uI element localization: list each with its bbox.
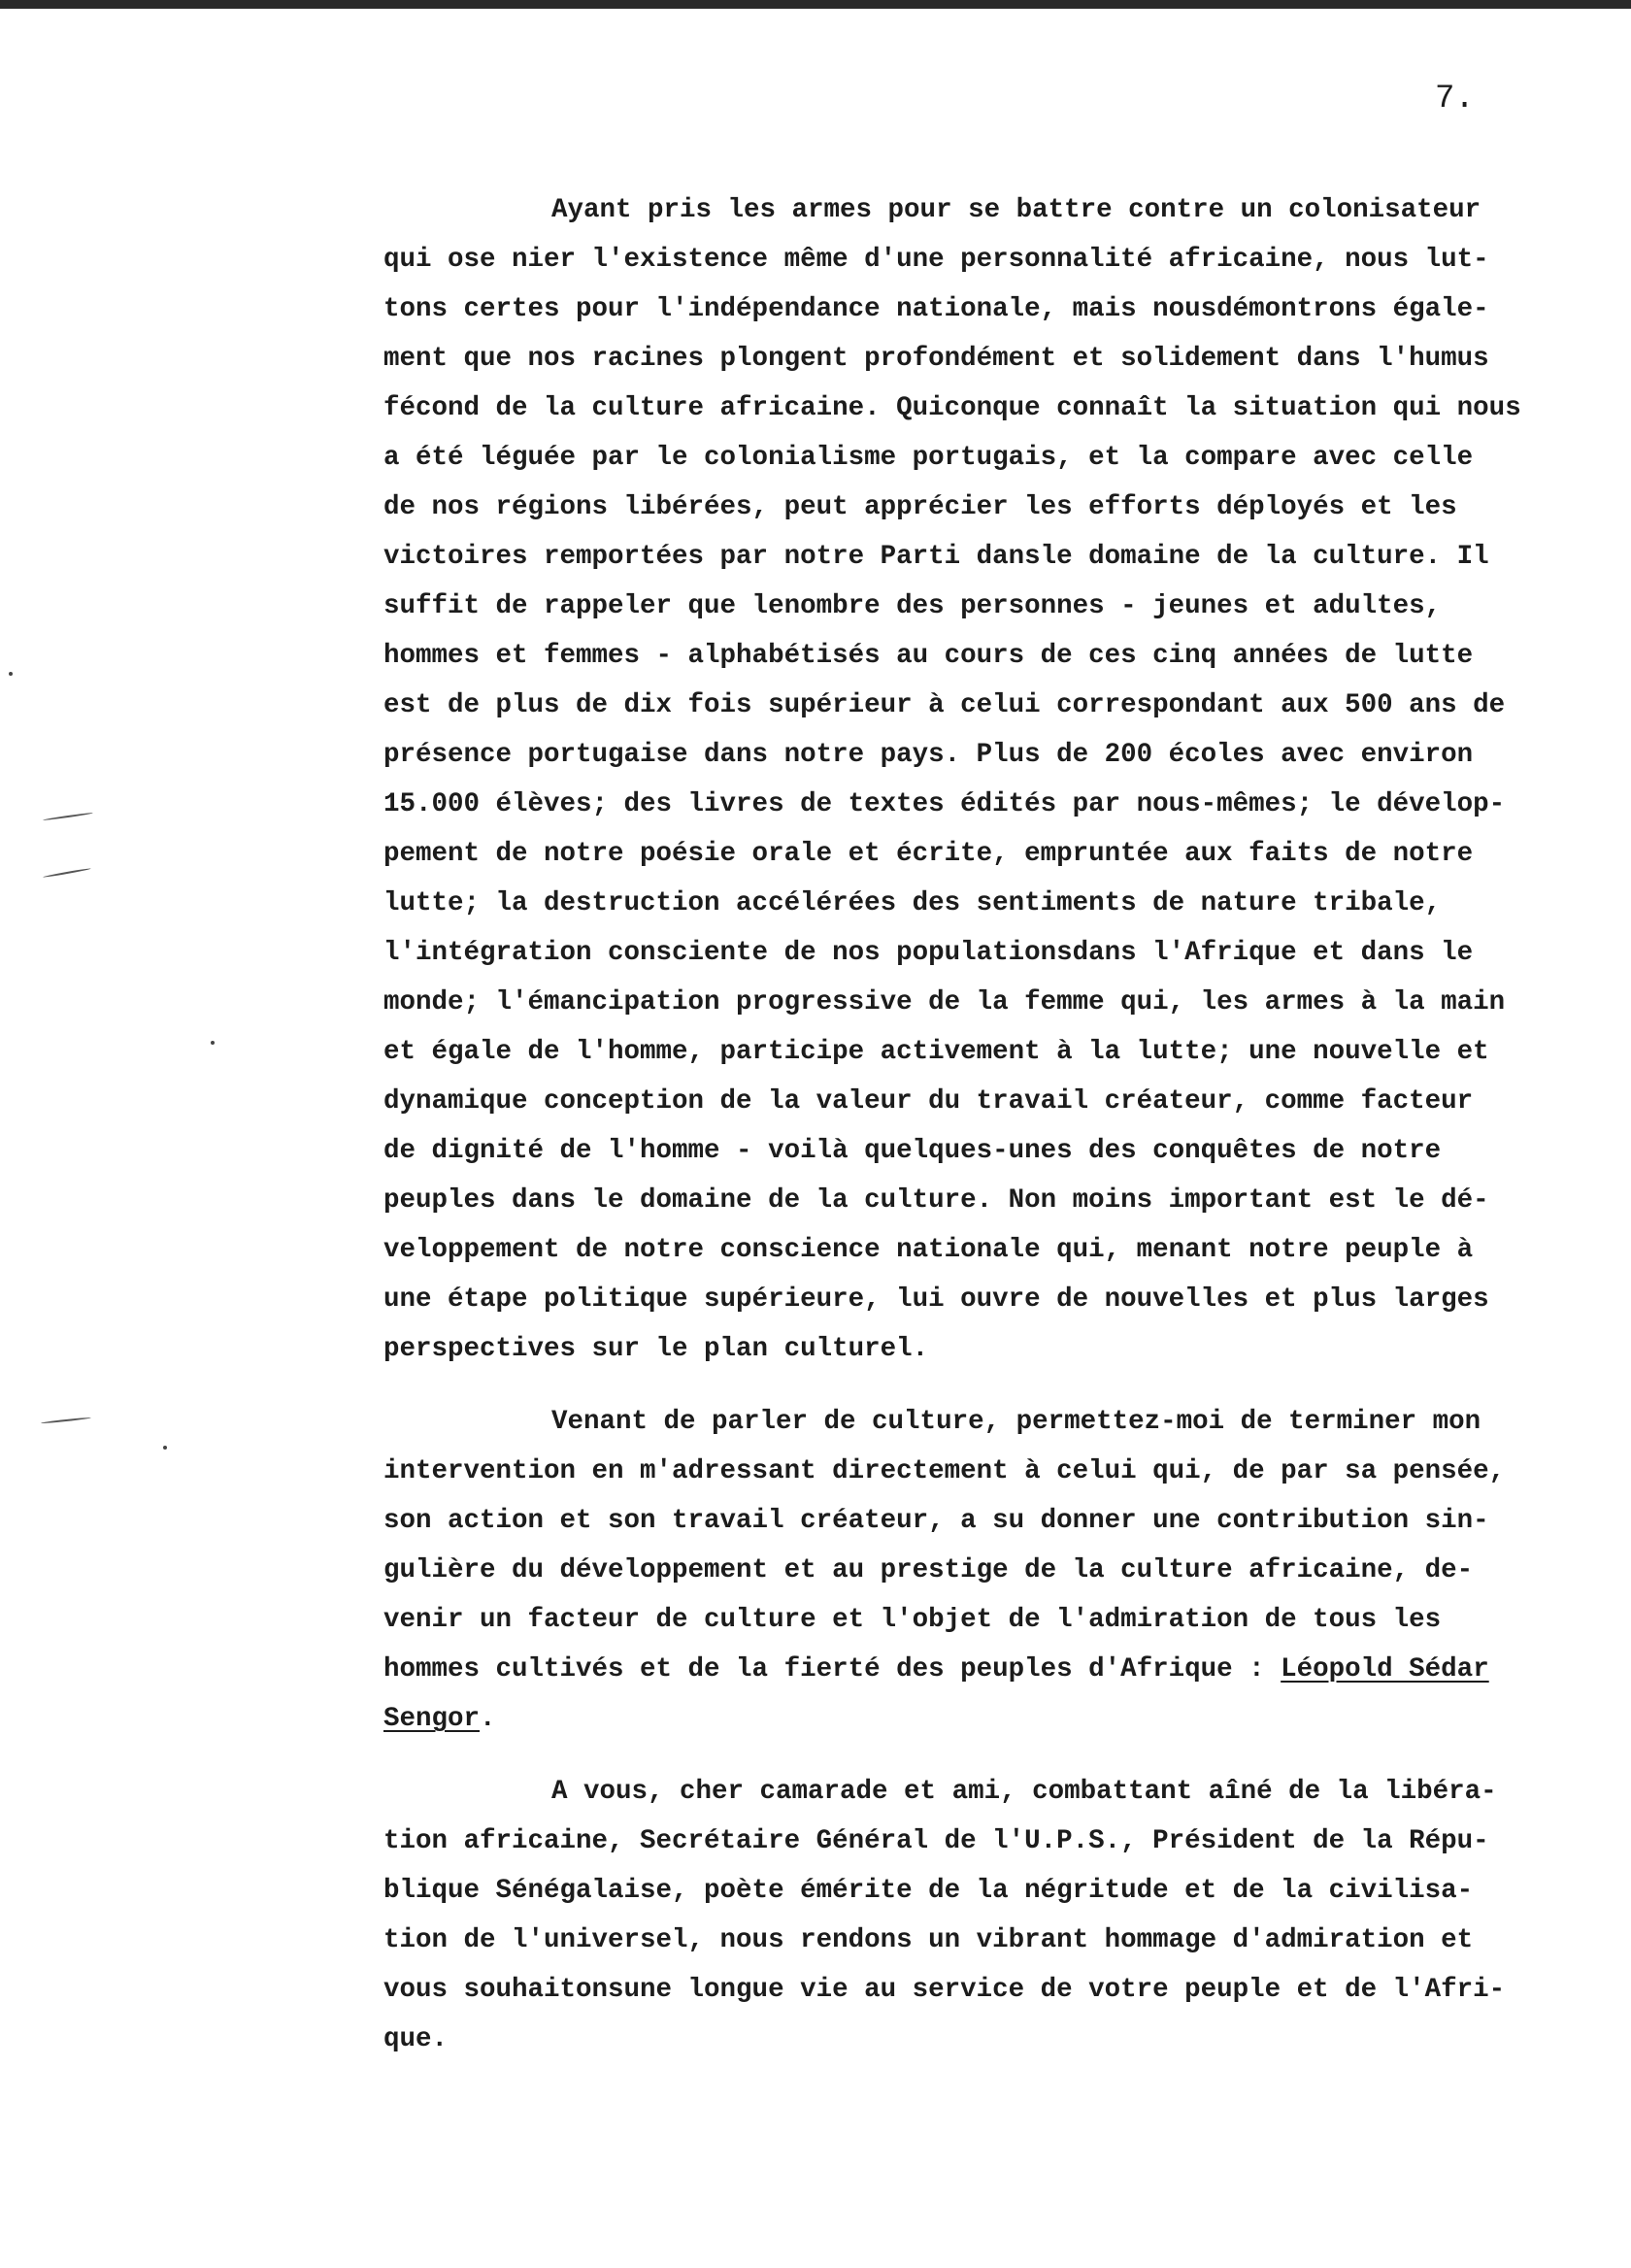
text-line: victoires remportées par notre Parti dansle domaine de la culture. Il [383, 542, 1489, 572]
text-line: suffit de rappeler que lenombre des personnes - jeunes et adultes, [383, 591, 1442, 621]
text-line: intervention en m'adressant directement à celui qui, de par sa pensée, [383, 1456, 1506, 1486]
top-rule [0, 0, 1631, 9]
text-run: hommes cultivés et de la fierté des peuples d'Afrique : [383, 1654, 1282, 1684]
text-line [383, 1703, 496, 1736]
text-line: qui ose nier l'existence même d'une personnalité africaine, nous lut- [383, 245, 1489, 275]
text-line: Venant de parler de culture, permettez-moi de terminer mon [551, 1407, 1481, 1437]
margin-mark [43, 812, 93, 820]
text-line [383, 1653, 1489, 1686]
text-line: son action et son travail créateur, a su donner une contribution sin- [383, 1506, 1489, 1536]
text-line: dynamique conception de la valeur du travail créateur, comme facteur [383, 1086, 1474, 1117]
text-line: de dignité de l'homme - voilà quelques-unes des conquêtes de notre [383, 1136, 1442, 1166]
text-line: ment que nos racines plongent profondément et solidement dans l'humus [383, 344, 1489, 374]
text-line: présence portugaise dans notre pays. Plus de 200 écoles avec environ [383, 740, 1474, 770]
text-line: une étape politique supérieure, lui ouvre de nouvelles et plus larges [383, 1284, 1489, 1315]
text-line: blique Sénégalaise, poète émérite de la négritude et de la civilisa- [383, 1876, 1474, 1906]
text-line: fécond de la culture africaine. Quiconque connaît la situation qui nous [383, 393, 1521, 423]
text-line: vous souhaitonsune longue vie au service de votre peuple et de l'Afri- [383, 1975, 1506, 2005]
text-line: perspectives sur le plan culturel. [383, 1334, 929, 1364]
text-line: peuples dans le domaine de la culture. Non moins important est le dé- [383, 1185, 1489, 1216]
margin-mark [41, 1417, 91, 1423]
text-line: et égale de l'homme, participe activement à la lutte; une nouvelle et [383, 1037, 1489, 1067]
text-line: hommes et femmes - alphabétisés au cours de ces cinq années de lutte [383, 641, 1474, 671]
text-line: que. [383, 2024, 449, 2054]
underlined-name: Sengor [383, 1704, 481, 1734]
text-line: est de plus de dix fois supérieur à celui correspondant aux 500 ans de [383, 690, 1506, 720]
text-line: gulière du développement et au prestige de la culture africaine, de- [383, 1555, 1474, 1585]
margin-dot [9, 672, 13, 676]
text-line: l'intégration consciente de nos populationsdans l'Afrique et dans le [383, 938, 1474, 968]
text-line: venir un facteur de culture et l'objet de l'admiration de tous les [383, 1605, 1442, 1635]
text-line: a été léguée par le colonialisme portugais, et la compare avec celle [383, 443, 1474, 473]
margin-dot [163, 1446, 167, 1450]
text-line: tion de l'universel, nous rendons un vibrant hommage d'admiration et [383, 1925, 1474, 1955]
text-line: A vous, cher camarade et ami, combattant aîné de la libéra- [551, 1777, 1497, 1807]
text-line: veloppement de notre conscience nationale qui, menant notre peuple à [383, 1235, 1474, 1265]
text-line: Ayant pris les armes pour se battre contre un colonisateur [551, 195, 1481, 225]
margin-mark [43, 868, 91, 879]
text-line: monde; l'émancipation progressive de la femme qui, les armes à la main [383, 987, 1506, 1017]
text-line: lutte; la destruction accélérées des sentiments de nature tribale, [383, 888, 1442, 918]
text-run: . [480, 1704, 496, 1734]
text-line: de nos régions libérées, peut apprécier les efforts déployés et les [383, 492, 1457, 522]
text-line: 15.000 élèves; des livres de textes édités par nous-mêmes; le dévelop- [383, 789, 1506, 819]
margin-dot [211, 1041, 215, 1045]
text-line: tons certes pour l'indépendance nationale, mais nousdémontrons égale- [383, 294, 1489, 324]
page-number: 7. [1435, 81, 1475, 117]
text-line: pement de notre poésie orale et écrite, empruntée aux faits de notre [383, 839, 1474, 869]
underlined-name: Léopold Sédar [1281, 1654, 1489, 1684]
text-line: tion africaine, Secrétaire Général de l'U.P.S., Président de la Répu- [383, 1826, 1489, 1856]
